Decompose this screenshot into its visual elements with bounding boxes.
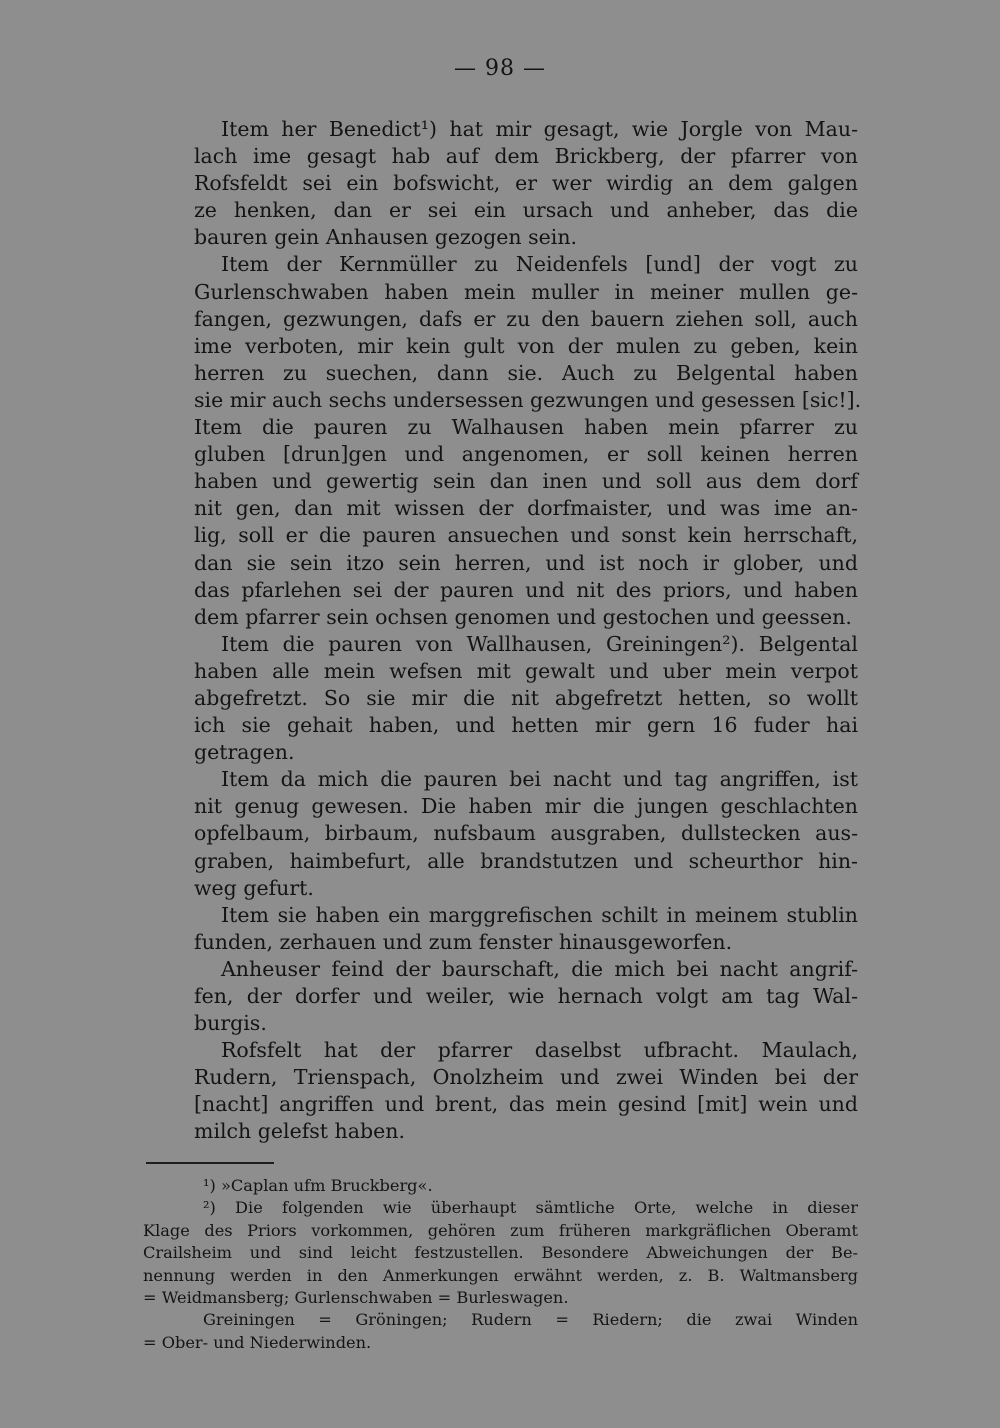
paragraph — [194, 251, 862, 630]
text-line: ze henken, dan er sei ein ursach und anheber, das die — [194, 198, 858, 223]
footnote-line: ²) Die folgenden wie überhaupt sämtliche Orte, welche in dieser — [203, 1198, 858, 1218]
footnote-line: nennung werden in den Anmerkungen erwähnt werden, z. B. Waltmansberg — [143, 1265, 858, 1285]
page-number: — 98 — — [454, 56, 546, 81]
footnote-line: ¹) »Caplan ufm Bruckberg«. — [203, 1176, 433, 1195]
text-line: gluben [drun]gen und angenomen, er soll keinen herren — [194, 442, 858, 467]
footnote-line: Greiningen = Gröningen; Rudern = Riedern; die zwai Winden — [203, 1310, 858, 1330]
text-line: ich sie gehait haben, und hetten mir gern 16 fuder hai — [194, 713, 858, 738]
text-line: funden, zerhauen und zum fenster hinausgeworfen. — [194, 929, 733, 954]
text-line: burgis. — [194, 1011, 267, 1036]
text-line: Anheuser feind der baurschaft, die mich bei nacht angrif- — [221, 956, 858, 981]
text-line: [nacht] angriffen und brent, das mein gesind [mit] wein und — [194, 1092, 858, 1117]
body-text — [194, 116, 862, 1146]
text-line: Rofsfelt hat der pfarrer daselbst ufbracht. Maulach, — [221, 1038, 858, 1063]
text-line: opfelbaum, birbaum, nufsbaum ausgraben, dullstecken aus- — [194, 821, 858, 846]
text-line: nit genug gewesen. Die haben mir die jungen geschlachten — [194, 794, 858, 819]
footnote-line: = Weidmansberg; Gurlenschwaben = Burleswagen. — [143, 1288, 569, 1308]
text-line: lach ime gesagt hab auf dem Brickberg, der pfarrer von — [194, 144, 858, 169]
paragraph — [194, 116, 858, 251]
text-line: dem pfarrer sein ochsen genomen und gestochen und geessen. — [194, 604, 852, 629]
paragraph — [194, 766, 858, 901]
footnote-line: = Ober- und Niederwinden. — [143, 1332, 372, 1352]
text-line: Item der Kernmüller zu Neidenfels [und] der vogt zu — [221, 252, 858, 277]
text-line: weg gefurt. — [194, 875, 314, 900]
footnotes — [143, 1175, 858, 1354]
paragraph — [194, 902, 858, 956]
footnote — [143, 1309, 858, 1354]
footnote-line: Crailsheim und sind leicht festzustellen. Besondere Abweichungen der Be- — [143, 1243, 858, 1263]
text-line: Item die pauren von Wallhausen, Greiningen²). Belgental — [221, 631, 858, 656]
text-line: Item die pauren zu Walhausen haben mein pfarrer zu — [194, 415, 858, 440]
text-line: haben und gewertig sein dan inen und soll aus dem dorf — [194, 469, 858, 494]
text-line: dan sie sein itzo sein herren, und ist noch ir glober, und — [194, 550, 858, 575]
paragraph — [194, 956, 858, 1037]
text-line: abgefretzt. So sie mir die nit abgefretzt hetten, so wollt — [194, 685, 858, 710]
text-line: Item da mich die pauren bei nacht und tag angriffen, ist — [221, 767, 858, 792]
text-line: sie mir auch sechs undersessen gezwungen und gesessen [sic!]. — [194, 387, 862, 412]
text-line: herren zu suechen, dann sie. Auch zu Belgental haben — [194, 360, 858, 385]
text-line: nit gen, dan mit wissen der dorfmaister, und was ime an- — [194, 496, 858, 521]
text-line: das pfarlehen sei der pauren und nit des priors, und haben — [194, 577, 858, 602]
text-line: Item sie haben ein marggrefischen schilt in meinem stublin — [221, 902, 858, 927]
paragraph — [194, 631, 858, 766]
text-line: getragen. — [194, 740, 295, 765]
text-line: ime verboten, mir kein gult von der mulen zu geben, kein — [194, 333, 858, 358]
text-line: Rudern, Trienspach, Onolzheim und zwei Winden bei der — [194, 1065, 858, 1090]
text-line: bauren gein Anhausen gezogen sein. — [194, 225, 578, 250]
paragraph — [194, 1037, 858, 1145]
footnote — [143, 1197, 858, 1309]
footnote — [143, 1175, 858, 1197]
footnote-line: Klage des Priors vorkommen, gehören zum früheren markgräflichen Oberamt — [143, 1220, 858, 1240]
text-line: milch gelefst haben. — [194, 1119, 405, 1144]
text-line: Gurlenschwaben haben mein muller in meiner mullen ge- — [194, 279, 858, 304]
footnote-divider — [146, 1162, 274, 1164]
text-line: fen, der dorfer und weiler, wie hernach volgt am tag Wal- — [194, 984, 858, 1008]
text-line: haben alle mein wefsen mit gewalt und uber mein verpot — [194, 658, 858, 683]
text-line: graben, haimbefurt, alle brandstutzen und scheurthor hin- — [194, 848, 858, 873]
text-line: Item her Benedict¹) hat mir gesagt, wie Jorgle von Mau- — [221, 117, 858, 141]
text-line: fangen, gezwungen, dafs er zu den bauern ziehen soll, auch — [194, 306, 858, 331]
text-line: lig, soll er die pauren ansuechen und sonst kein herrschaft, — [194, 523, 858, 548]
text-line: Rofsfeldt sei ein bofswicht, er wer wirdig an dem galgen — [194, 171, 858, 196]
